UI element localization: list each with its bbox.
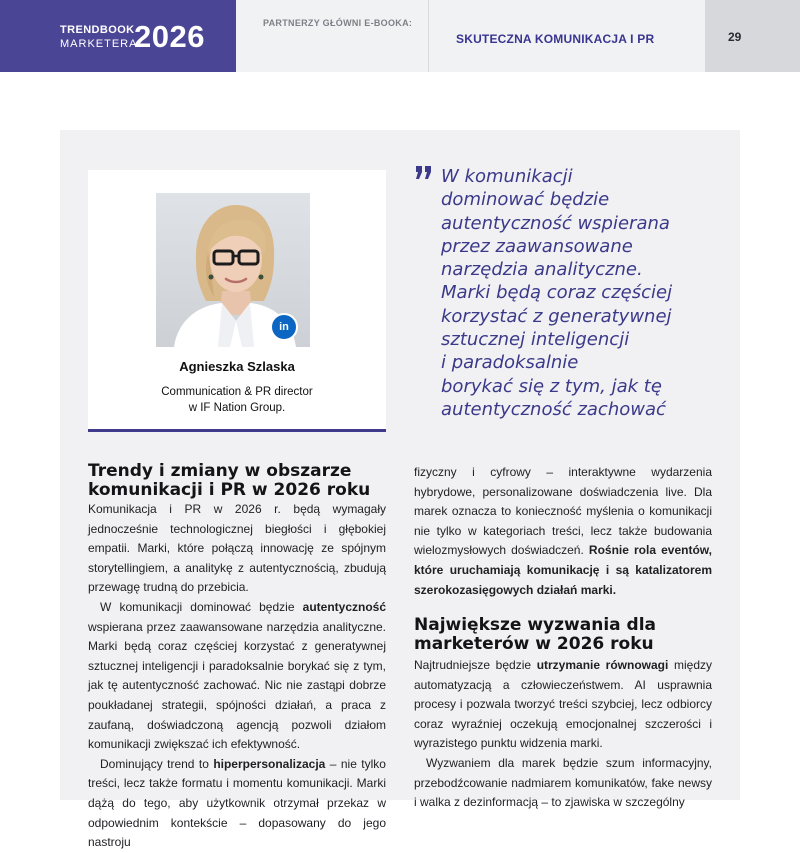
right-paragraph-1 — [414, 463, 712, 600]
quote-line: Marki będą coraz częściej — [441, 282, 673, 304]
left-paragraph-3 — [88, 755, 386, 853]
quote-line: przez zaawansowane — [441, 235, 633, 257]
left-paragraph-1: Komunikacja i PR w 2026 r. będą wymagały jednocześnie technologicznej biegłości i głębokiej empatii. Marki, które połączą innowację ze spójnym storytellingiem, a analitykę z autentycznością, zbudują przewagę trudną do przebicia. — [88, 502, 386, 595]
profile-role — [100, 384, 374, 416]
left-column-text — [88, 500, 386, 853]
partners-block — [236, 0, 429, 72]
brand-year: 2026 — [134, 19, 205, 54]
text-run: – nie tylko treści, lecz także formatu i momentu komunikacji. Marki dążą do tego, aby użytkownik otrzymał przekaz w odpowiednim kontekście – dopasowany do jego nastroju — [88, 756, 386, 850]
quote-line: autentyczność zachować — [441, 398, 666, 420]
text-run: W komunikacji dominować będzie — [100, 599, 303, 614]
page-number-block — [705, 0, 800, 72]
quote-line: borykać się z tym, jak tę — [441, 375, 662, 397]
brand-line2: MARKETERA — [60, 38, 138, 50]
section-block — [429, 0, 705, 72]
quote-line: i paradoksalnie — [441, 352, 579, 374]
text-run-bold: Rośnie rola eventów, które uruchamiają komunikację i są katalizatorem szerokozasięgowych działań marki. — [414, 543, 712, 597]
profile-name: Agnieszka Szlaska — [179, 359, 295, 374]
quote-icon — [414, 163, 434, 183]
quote-line: W komunikacji — [441, 166, 573, 187]
right-column-text-top — [414, 463, 712, 600]
text-run: Najtrudniejsze będzie — [414, 658, 537, 672]
text-run-bold: hiperpersonalizacja — [213, 756, 326, 771]
linkedin-icon[interactable]: in — [270, 313, 298, 341]
quote-line: korzystać z generatywnej — [441, 305, 672, 327]
right-paragraph-2 — [414, 656, 712, 754]
left-heading: Trendy i zmiany w obszarze komunikacji i PR w 2026 roku — [88, 461, 371, 500]
quote-line: dominować będzie — [441, 189, 610, 211]
partners-label: PARTNERZY GŁÓWNI E-BOOKA: — [263, 18, 413, 28]
profile-role-line2: w IF Nation Group. — [188, 402, 286, 414]
text-run-bold: autentyczność — [302, 599, 386, 614]
page-number: 29 — [728, 30, 742, 44]
quote-line: sztucznej inteligencji — [441, 329, 630, 351]
text-run: Dominujący trend to — [100, 756, 214, 771]
text-run: fizyczny i cyfrowy – interaktywne wydarzenia hybrydowe, personalizowane doświadczenia live. Dla marek oznacza to konieczność myślenia o komunikacji nie tylko w kategoriach treści, lecz także budowania wielozmysłowych doświadczeń. — [414, 465, 712, 558]
page-header — [0, 0, 800, 72]
left-paragraph-2 — [88, 598, 386, 755]
text-run: wspierana przez zaawansowane narzędzia analityczne. Marki będą coraz częściej korzystać z generatywnej sztucznej inteligencji i paradoksalnie borykać się z tym, jak tę autentyczność zachować. Nic nie zastąpi dobrze poukładanej strategii, spójności działań, a praca z zaufaną, doświadczoną agencją pozwoli działom komunikacji zwiększać ich efektywność. — [88, 619, 386, 752]
pull-quote — [441, 165, 731, 421]
section-title: SKUTECZNA KOMUNIKACJA I PR — [456, 32, 655, 46]
right-paragraph-3: Wyzwaniem dla marek będzie szum informacyjny, przebodźcowanie nadmiarem komunikatów, fake newsy i walka z dezinformacją – to zjawiska w szczególny — [414, 755, 712, 810]
quote-line: autentyczność wspierana — [441, 212, 670, 234]
right-column-text-bottom — [414, 656, 712, 813]
quote-line: narzędzia analityczne. — [441, 259, 643, 281]
brand-block — [0, 0, 236, 72]
profile-role-line1: Communication & PR director — [161, 386, 313, 398]
right-heading: Największe wyzwania dla marketerów w 2026 roku — [414, 615, 657, 654]
brand-line1: TRENDBOOK — [60, 24, 135, 36]
text-run: między automatyzacją a człowieczeństwem. AI usprawnia procesy i pozwala tworzyć treści szybciej, lecz odbiorcy coraz wyraźniej oczekują emocjonalnej szczerości i wyrazistego punktu widzenia marki. — [414, 658, 712, 751]
text-run-bold: utrzymanie równowagi — [536, 658, 669, 672]
